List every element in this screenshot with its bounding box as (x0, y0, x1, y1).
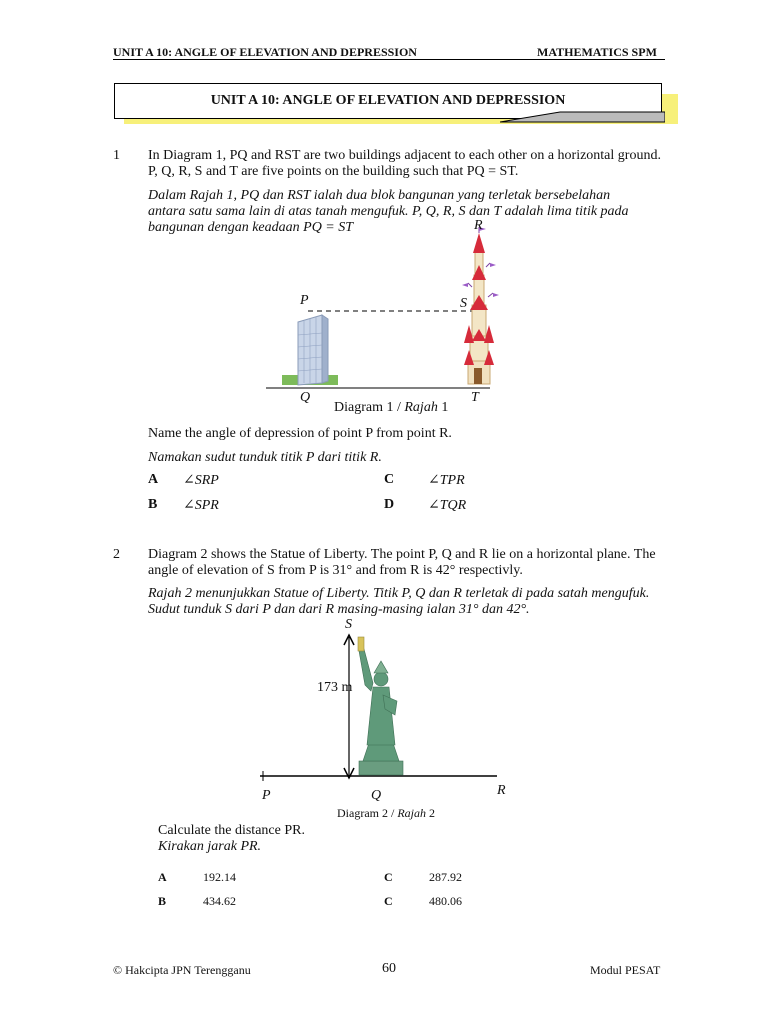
q2-option-b-letter: B (158, 894, 167, 908)
q1-option-c-letter: C (384, 472, 395, 487)
footer-module: Modul PESAT (590, 963, 661, 977)
q2-number: 2 (113, 547, 120, 562)
q1-label-s: S (460, 296, 467, 311)
q2-question-en: Calculate the distance PR. (158, 823, 305, 838)
q1-label-t: T (471, 390, 479, 405)
q1-label-q: Q (300, 390, 311, 405)
page-number: 60 (382, 961, 396, 976)
title-fold-decoration (500, 108, 665, 124)
q2-label-p: P (262, 788, 271, 803)
q2-option-c-text: 287.92 (429, 870, 462, 884)
q2-option-d-letter: C (384, 894, 393, 908)
q1-label-p: P (300, 293, 309, 308)
q1-question-en: Name the angle of depression of point P from point R. (148, 426, 452, 441)
q2-option-a-text: 192.14 (203, 870, 236, 884)
header-left: UNIT A 10: ANGLE OF ELEVATION AND DEPRESSION (113, 45, 417, 59)
q1-question-ms: Namakan sudut tunduk titik P dari titik R. (148, 450, 382, 465)
q1-text-en-1: In Diagram 1, PQ and RST are two buildings adjacent to each other on a horizontal ground. (148, 148, 661, 163)
diagram-2-caption: Diagram 2 / Rajah 2 (337, 806, 435, 820)
diagram-1-caption: Diagram 1 / Rajah 1 (334, 400, 449, 415)
q2-text-en-2: angle of elevation of S from P is 31° and from R is 42° respectivly. (148, 563, 523, 578)
statue-of-liberty (358, 637, 403, 775)
q1-option-d-letter: D (384, 497, 395, 512)
header-right: MATHEMATICS SPM (537, 45, 657, 59)
q1-text-en-2: P, Q, R, S and T are five points on the building such that PQ = ST. (148, 164, 519, 179)
q1-option-a-text: ∠SRP (183, 473, 219, 488)
diagram-2 (255, 625, 505, 790)
header-rule (113, 59, 665, 60)
q2-option-a-letter: A (158, 870, 167, 884)
page-title: UNIT A 10: ANGLE OF ELEVATION AND DEPRESSION (114, 83, 662, 119)
q2-text-ms-1: Rajah 2 menunjukkan Statue of Liberty. Titik P, Q dan R terletak di pada satah mengufuk. (148, 586, 650, 601)
q2-label-r: R (497, 783, 506, 798)
q1-label-r: R (474, 218, 483, 233)
q2-text-ms-2: Sudut tunduk S dari P dan dari R masing-masing ialan 31° dan 42°. (148, 602, 530, 617)
q1-text-ms-1: Dalam Rajah 1, PQ dan RST ialah dua blok bangunan yang terletak bersebelahan (148, 188, 611, 203)
q1-option-b-text: ∠SPR (183, 498, 219, 513)
q1-option-d-text: ∠TQR (428, 498, 467, 513)
q2-label-q: Q (371, 788, 382, 803)
q1-number: 1 (113, 148, 120, 163)
q1-option-c-text: ∠TPR (428, 473, 465, 488)
q2-option-b-text: 434.62 (203, 894, 236, 908)
diagram-1 (260, 225, 500, 405)
q1-text-ms-2: antara satu sama lain di atas tanah mengufuk. P, Q, R, S dan T adalah lima titik pada (148, 204, 629, 219)
q2-option-d-text: 480.06 (429, 894, 462, 908)
q1-text-ms-3: bangunan dengan keadaan PQ = ST (148, 220, 354, 235)
q2-height-label: 173 m (317, 680, 353, 695)
q2-question-ms: Kirakan jarak PR. (158, 839, 262, 854)
q1-option-a-letter: A (148, 472, 159, 487)
castle-tower (462, 227, 499, 384)
q2-option-c-letter: C (384, 870, 393, 884)
q2-label-s: S (345, 617, 352, 632)
q1-option-b-letter: B (148, 497, 158, 512)
footer-copyright: © Hakcipta JPN Terengganu (113, 963, 251, 977)
q2-text-en-1: Diagram 2 shows the Statue of Liberty. The point P, Q and R lie on a horizontal plane. The (148, 547, 656, 562)
